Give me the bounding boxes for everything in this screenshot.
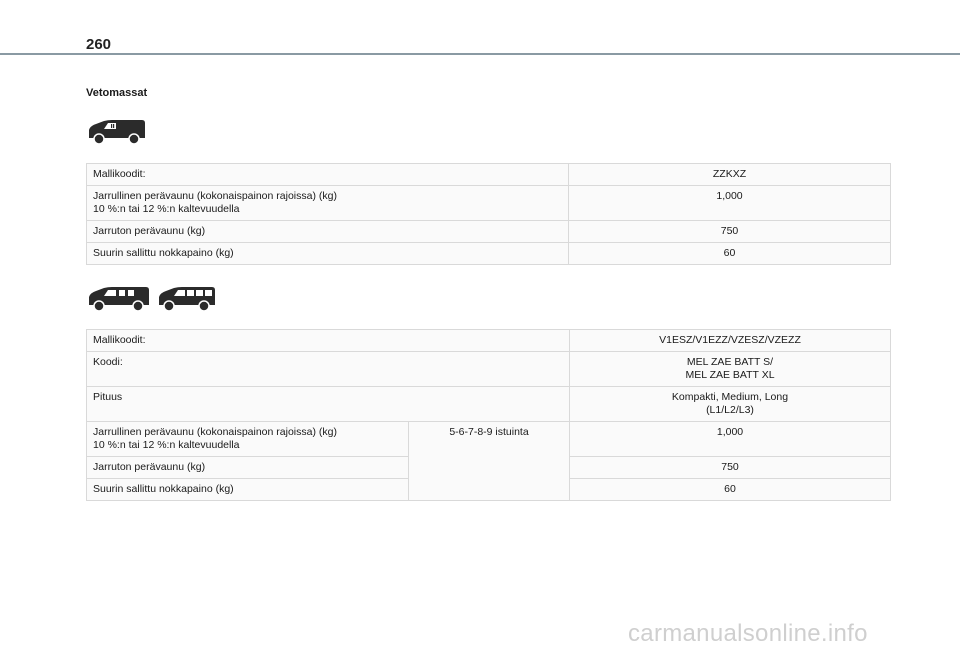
row-label: Mallikoodit:	[87, 164, 569, 186]
row-value: 1,000	[569, 186, 891, 221]
row-value: 750	[569, 221, 891, 243]
minibus-icon	[156, 285, 218, 315]
row-value: MEL ZAE BATT S/ MEL ZAE BATT XL	[570, 352, 891, 387]
row-value: ZZKXZ	[569, 164, 891, 186]
header-rule	[0, 53, 960, 55]
van-long-icon	[86, 285, 152, 315]
row-label: Mallikoodit:	[87, 330, 570, 352]
row-value: 60	[570, 479, 891, 501]
row-value: 60	[569, 243, 891, 265]
row-label: Koodi:	[87, 352, 570, 387]
table-row	[87, 330, 891, 352]
page-number: 260	[86, 36, 112, 53]
spec-table-2	[86, 329, 891, 501]
row-label: Jarrullinen perävaunu (kokonaispainon rajoissa) (kg) 10 %:n tai 12 %:n kaltevuudella	[87, 186, 569, 221]
van-icon	[86, 118, 148, 148]
seats-cell: 5-6-7-8-9 istuinta	[409, 422, 570, 501]
row-label: Suurin sallittu nokkapaino (kg)	[87, 243, 569, 265]
row-value: V1ESZ/V1EZZ/VZESZ/VZEZZ	[570, 330, 891, 352]
row-value: Kompakti, Medium, Long (L1/L2/L3)	[570, 387, 891, 422]
row-label: Jarrullinen perävaunu (kokonaispainon rajoissa) (kg) 10 %:n tai 12 %:n kaltevuudella	[87, 422, 409, 457]
row-label: Jarruton perävaunu (kg)	[87, 457, 409, 479]
table-row	[87, 352, 891, 387]
section-title: Vetomassat	[86, 87, 148, 99]
spec-table-1	[86, 163, 891, 265]
row-label: Jarruton perävaunu (kg)	[87, 221, 569, 243]
watermark: carmanualsonline.info	[628, 620, 868, 647]
table-row	[87, 221, 891, 243]
row-value: 750	[570, 457, 891, 479]
row-value: 1,000	[570, 422, 891, 457]
table-row	[87, 164, 891, 186]
table-row	[87, 387, 891, 422]
row-label: Pituus	[87, 387, 570, 422]
table-row	[87, 422, 891, 457]
table-row	[87, 186, 891, 221]
row-label: Suurin sallittu nokkapaino (kg)	[87, 479, 409, 501]
table-row	[87, 243, 891, 265]
